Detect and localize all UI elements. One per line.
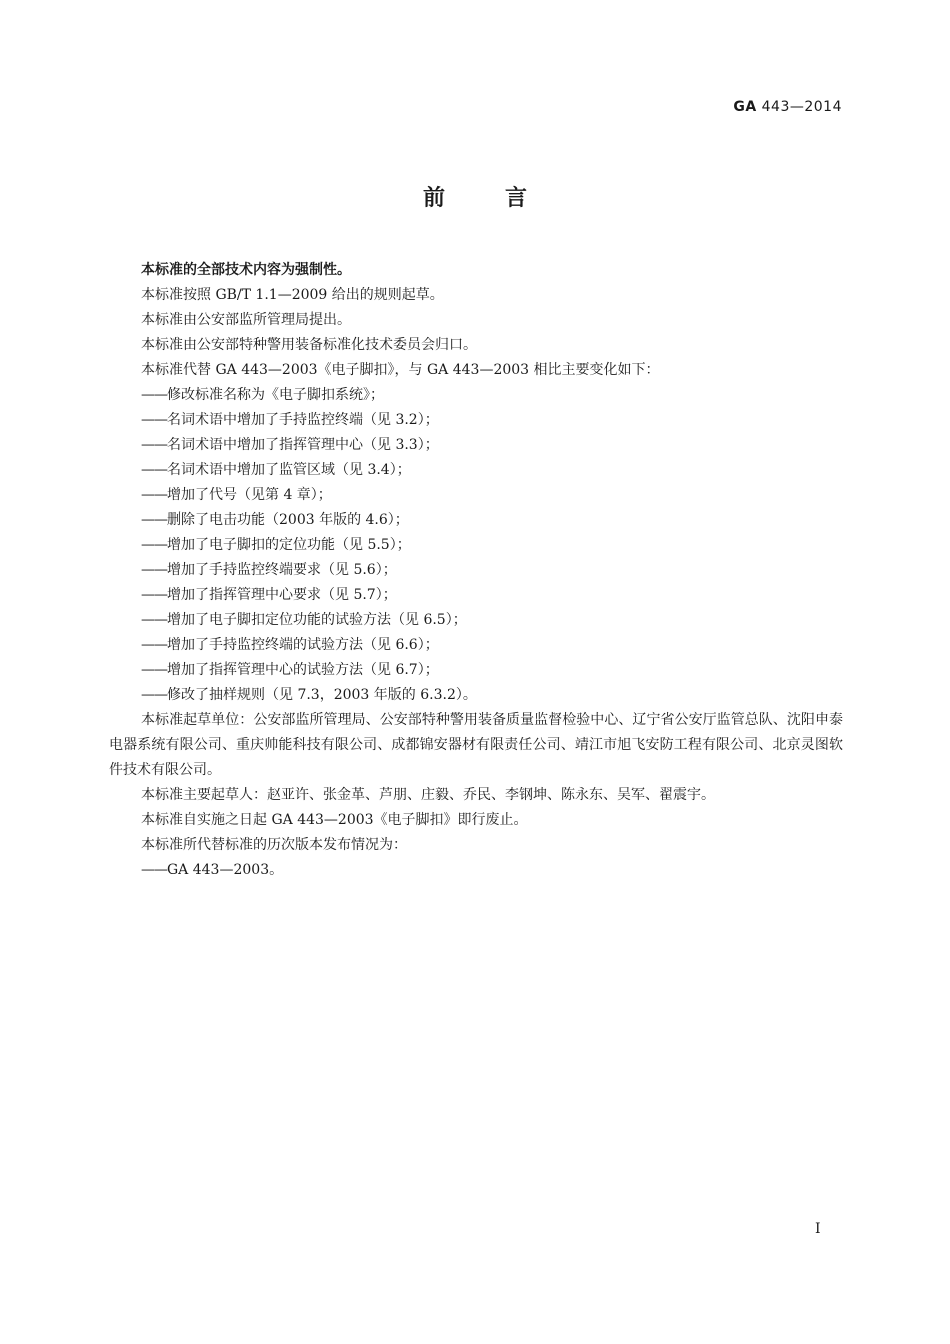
paragraph: 本标准所代替标准的历次版本发布情况为： [141,837,407,853]
paragraph: 本标准按照 GB/T 1.1—2009 给出的规则起草。 [141,287,444,303]
list-item: ——增加了指挥管理中心的试验方法（见 6.7）； [141,662,439,678]
list-item: ——删除了电击功能（2003 年版的 4.6）； [141,512,409,528]
standard-number: 443—2014 [761,99,842,115]
list-item: ——增加了手持监控终端要求（见 5.6）； [141,562,397,578]
dash-mark: —— [141,512,167,528]
list-item: ——增加了电子脚扣的定位功能（见 5.5）； [141,537,411,553]
list-item: ——增加了指挥管理中心要求（见 5.7）； [141,587,397,603]
list-item: ——名词术语中增加了手持监控终端（见 3.2）； [141,412,439,428]
paragraph-mandatory: 本标准的全部技术内容为强制性。 [141,262,351,278]
page-title: 前言 [422,186,587,211]
dash-mark: —— [141,687,167,703]
list-item: ——修改标准名称为《电子脚扣系统》； [141,387,384,403]
dash-mark: —— [141,387,167,403]
dash-mark: —— [141,612,167,628]
dash-mark: —— [141,487,167,503]
dash-mark: —— [141,562,167,578]
page-number: I [815,1221,821,1237]
standard-code [733,99,842,115]
dash-mark: —— [141,662,167,678]
paragraph: 本标准由公安部监所管理局提出。 [141,312,351,328]
paragraph: 本标准代替 GA 443—2003《电子脚扣》，与 GA 443—2003 相比主要变化如下： [141,362,660,378]
dash-mark: —— [141,437,167,453]
list-item: ——名词术语中增加了指挥管理中心（见 3.3）； [141,437,439,453]
paragraph-drafting-units: 本标准起草单位：公安部监所管理局、公安部特种警用装备质量监督检验中心、辽宁省公安厅监管总队、沈阳申泰电器系统有限公司、重庆帅能科技有限公司、成都锦安器材有限责任公司、靖江市旭飞安防工程有限公司、北京灵图软件技术有限公司。 [109,712,843,778]
list-item: ——增加了手持监控终端的试验方法（见 6.6）； [141,637,439,653]
dash-mark: —— [141,537,167,553]
dash-mark: —— [141,462,167,478]
dash-mark: —— [141,412,167,428]
standard-prefix: GA [733,99,757,115]
foreword-body [109,258,843,883]
list-item: ——增加了电子脚扣定位功能的试验方法（见 6.5）； [141,612,467,628]
list-item: ——增加了代号（见第 4 章）； [141,487,332,503]
paragraph: 本标准自实施之日起 GA 443—2003《电子脚扣》即行废止。 [141,812,528,828]
list-item: ——修改了抽样规则（见 7.3，2003 年版的 6.3.2）。 [141,687,477,703]
dash-mark: —— [141,637,167,653]
history-item: ——GA 443—2003。 [141,862,284,878]
dash-mark: —— [141,862,167,878]
changes-list [109,383,843,708]
dash-mark: —— [141,587,167,603]
paragraph-drafters: 本标准主要起草人：赵亚许、张金革、芦朋、庄毅、乔民、李钢坤、陈永东、吴军、翟震宇。 [141,787,715,803]
paragraph: 本标准由公安部特种警用装备标准化技术委员会归口。 [141,337,477,353]
list-item: ——名词术语中增加了监管区域（见 3.4）； [141,462,411,478]
